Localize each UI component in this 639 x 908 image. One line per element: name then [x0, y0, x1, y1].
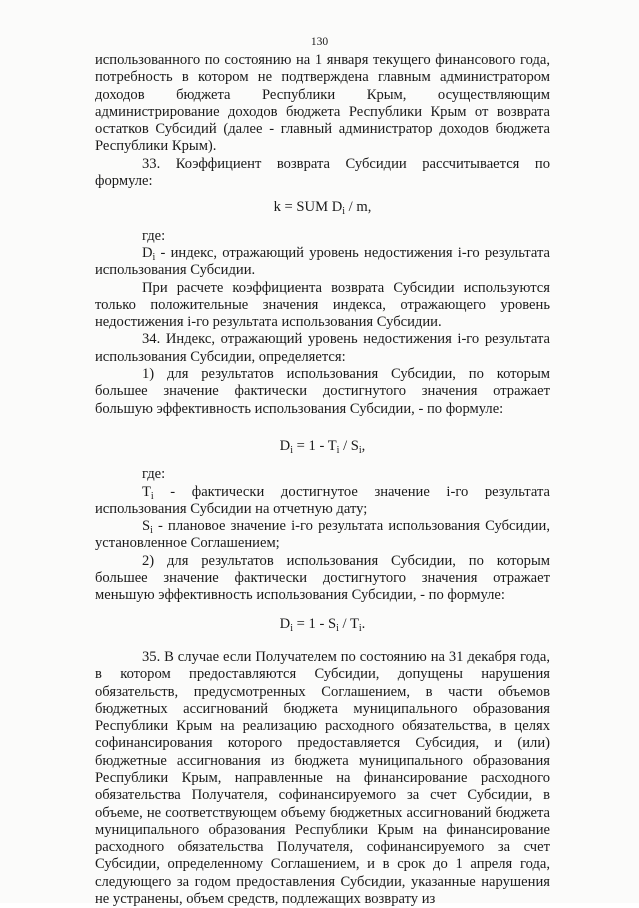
where-label-2: где:	[142, 466, 166, 483]
formula-index-greater-worse: $D_i = 1 - S_i / T_i$.	[279, 615, 366, 634]
paragraph-continuation: использованного по состоянию на 1 января текущего финансового года, потребность в котором не подтверждена главным администратором доходов бюджета Республики Крым, осуществляющим администрирование доходов бюджета Республики Крым от возврата остатков Субсидий (далее - главный администратор доходов бюджета Республики Крым).	[95, 52, 550, 155]
paragraph-33: 33. Коэффициент возврата Субсидии рассчитывается по формуле:	[95, 155, 550, 190]
paragraph-34-item-1: 1) для результатов использования Субсидии, по которым большее значение фактически достигнутого значения отражает большую эффективность использования Субсидии, - по формуле:	[95, 366, 550, 417]
where-label-1: где:	[142, 227, 166, 244]
document-body	[95, 52, 550, 908]
paragraph-34-item-2: 2) для результатов использования Субсидии, по которым большее значение фактически достигнутого значения отражает меньшую эффективность использования Субсидии, - по формуле:	[95, 552, 550, 604]
formula-return-coefficient: k = SUM $D_i$ / m,	[273, 199, 372, 218]
paragraph-positive-values-note: При расчете коэффициента возврата Субсидии используются только положительные значения индекса, отражающего уровень недостижения i-го результата использования Субсидии.	[95, 279, 550, 331]
page-number: 130	[310, 36, 329, 48]
definition-t: $T_i$ - фактически достигнутое значение i-го результата использования Субсидии на отчетную дату;	[95, 483, 550, 517]
definition-s: $S_i$ - плановое значение i-го результата использования Субсидии, установленное Соглашением;	[95, 518, 550, 552]
paragraph-34: 34. Индекс, отражающий уровень недостижения i-го результата использования Субсидии, определяется:	[95, 331, 550, 365]
paragraph-35: 35. В случае если Получателем по состоянию на 31 декабря года, в котором предоставляются Субсидии, допущены нарушения обязательств, предусмотренных Соглашением, в части объемов бюджетных ассигнований бюджета муниципального образования Республики Крым на реализацию расходного обязательства, в целях софинансирования которого предоставляется Субсидия, и (или) бюджетные ассигнования из бюджета муниципального образования Республики Крым, направленные на финансирование расходного обязательства Получателя, софинансируемого за счет Субсидии, в объеме, не соответствующем объему бюджетных ассигнований бюджета муниципального образования Республики Крым на финансирование расходного обязательства Получателя, софинансируемого за счет Субсидии, определенному Соглашением, и в срок до 1 апреля года, следующего за годом предоставления Субсидии, указанные нарушения не устранены, объем средств, подлежащих возврату из	[95, 648, 550, 908]
definition-d: $D_i$ - индекс, отражающий уровень недостижения i-го результата использования Субсидии.	[95, 244, 550, 279]
formula-index-greater-better: $D_i = 1 - T_i / S_i$,	[279, 437, 366, 456]
